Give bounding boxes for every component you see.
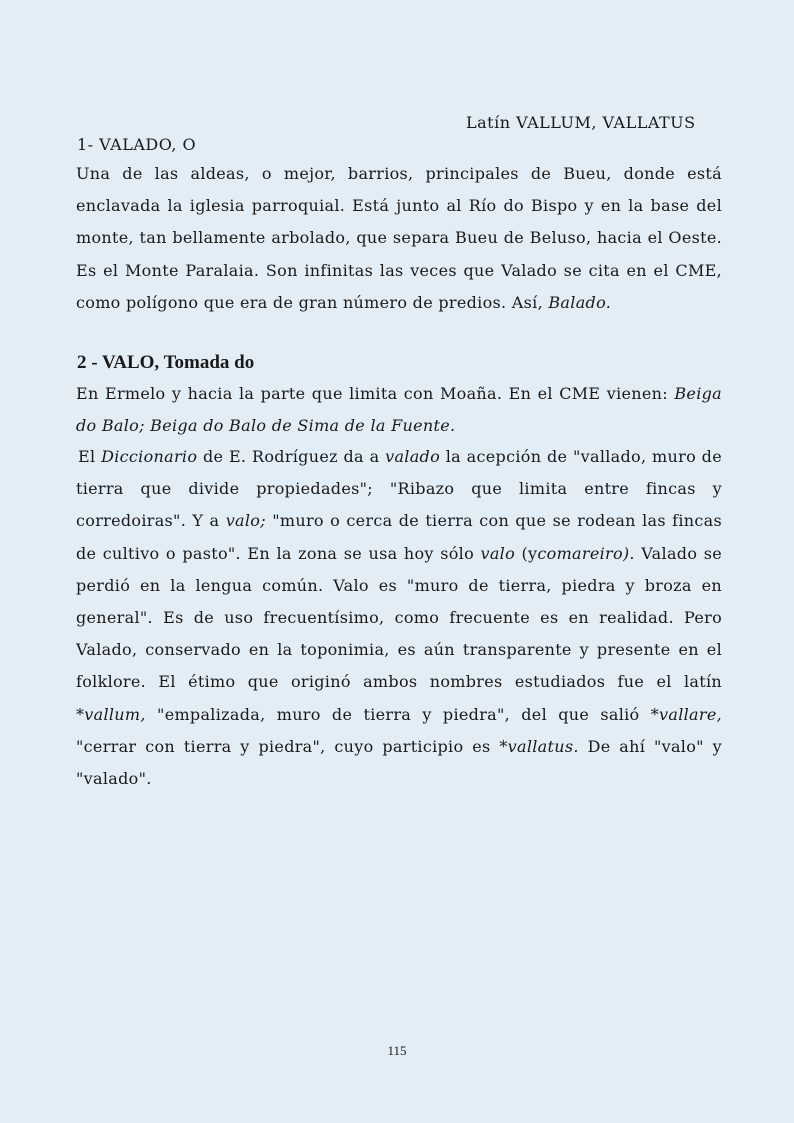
text-run: "empalizada, muro de tierra y piedra", del que salió	[157, 704, 640, 724]
section-1-italic-term: Balado.	[548, 292, 612, 312]
text-run: Valado se perdió en la lengua común. Valo es "muro de tierra, piedra y broza en general". Es de uso frecuentísimo, como frecuente es en realidad. Pero Valado, conservado en la toponimia, es aún transparente y presente en el folklore. El étimo que originó ambos nombres estudiados fue el latín	[76, 543, 722, 692]
text-run: la acepción de "vallado, muro de tierra que divide propiedades"; "Ribazo que limita entre fincas y corredoiras". Y a	[76, 447, 722, 531]
italic-run: *vallare,	[650, 704, 723, 724]
italic-run: valo	[480, 543, 516, 563]
section-2-title: 2 - VALO, Tomada do	[77, 352, 255, 373]
section-2-paragraph-2	[76, 441, 722, 795]
text-run: "cerrar con tierra y piedra", cuyo participio es	[76, 736, 491, 756]
etymon-heading: Latín VALLUM, VALLATUS	[466, 113, 696, 132]
page-number: 115	[387, 1043, 407, 1058]
italic-run: valado	[385, 447, 441, 466]
section-2-p1-italic: Beiga do Balo; Beiga do Balo de Sima de la Fuente.	[76, 384, 722, 436]
italic-run: comareiro).	[537, 543, 635, 563]
section-1-paragraph	[76, 158, 722, 319]
text-run: (y	[521, 543, 538, 563]
section-2-paragraph-1	[76, 378, 722, 442]
text-run: El	[78, 447, 96, 466]
italic-run: valo;	[225, 511, 266, 531]
italic-run: *vallatus.	[499, 736, 579, 756]
italic-run: Diccionario	[101, 447, 198, 466]
section-1-text: Una de las aldeas, o mejor, barrios, principales de Bueu, donde está enclavada la iglesia parroquial. Está junto al Río do Bispo y en la base del monte, tan bellamente arbolado, que separa Bueu de Beluso, hacia el Oeste. Es el Monte Paralaia. Son infinitas las veces que Valado se cita en el CME, como polígono que era de gran número de predios. Así,	[76, 164, 722, 312]
italic-run: *vallum,	[76, 704, 146, 724]
section-2-p1-text: En Ermelo y hacia la parte que limita con Moaña. En el CME vienen:	[76, 384, 668, 403]
text-run: De ahí "valo" y "valado".	[76, 736, 722, 789]
section-1-title: 1- VALADO, O	[77, 135, 197, 154]
text-run: de E. Rodríguez da a	[202, 447, 380, 466]
text-run: "muro o cerca de tierra con que se rodean las fincas de cultivo o pasto". En la zona se usa hoy sólo	[76, 511, 722, 563]
